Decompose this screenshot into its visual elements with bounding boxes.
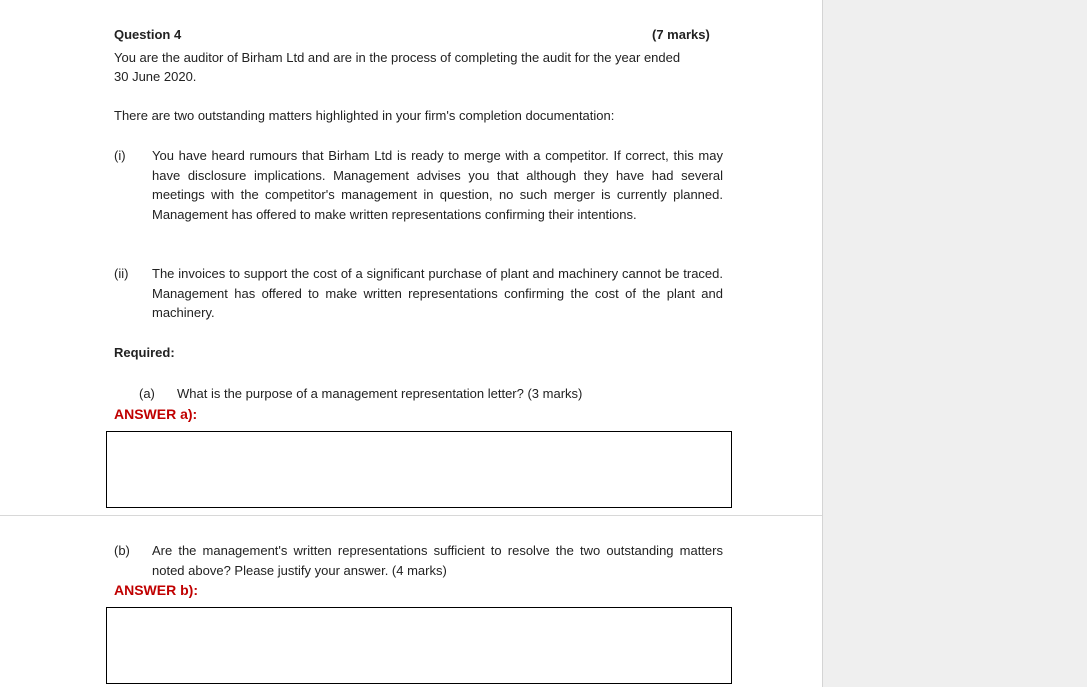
page-break-divider: [0, 515, 822, 516]
matter-1-marker: (i): [114, 148, 126, 163]
part-b-marker: (b): [114, 543, 130, 558]
matter-2-marker: (ii): [114, 266, 129, 281]
outstanding-matters-text: There are two outstanding matters highlighted in your firm's completion documentation:: [114, 108, 615, 123]
required-label: Required:: [114, 345, 175, 360]
part-a-question: What is the purpose of a management representation letter? (3 marks): [177, 386, 583, 401]
answer-b-label: ANSWER b):: [114, 582, 198, 598]
part-a-marker: (a): [139, 386, 155, 401]
matter-1-text: You have heard rumours that Birham Ltd is ready to merge with a competitor. If correct, this may have disclosure implications. Management advises you that although they have had several meetings with the competitor's management in question, no such merger is currently planned. Management has offered to make written representations confirming their intentions.: [152, 148, 723, 222]
question-marks: (7 marks): [652, 27, 710, 42]
question-title: Question 4: [114, 27, 182, 42]
intro-line-1: You are the auditor of Birham Ltd and are in the process of completing the audit for the year ended: [114, 50, 681, 65]
answer-a-label: ANSWER a):: [114, 406, 198, 422]
matter-2-text: The invoices to support the cost of a significant purchase of plant and machinery cannot be traced. Management has offered to make written representations confirming the cost of the plant and machinery.: [152, 266, 723, 320]
intro-line-2: 30 June 2020.: [114, 69, 197, 84]
part-b-question: Are the management's written representations sufficient to resolve the two outstanding matters noted above? Please justify your answer. (4 marks): [152, 543, 723, 578]
answer-b-box[interactable]: [106, 607, 732, 684]
answer-a-box[interactable]: [106, 431, 732, 508]
